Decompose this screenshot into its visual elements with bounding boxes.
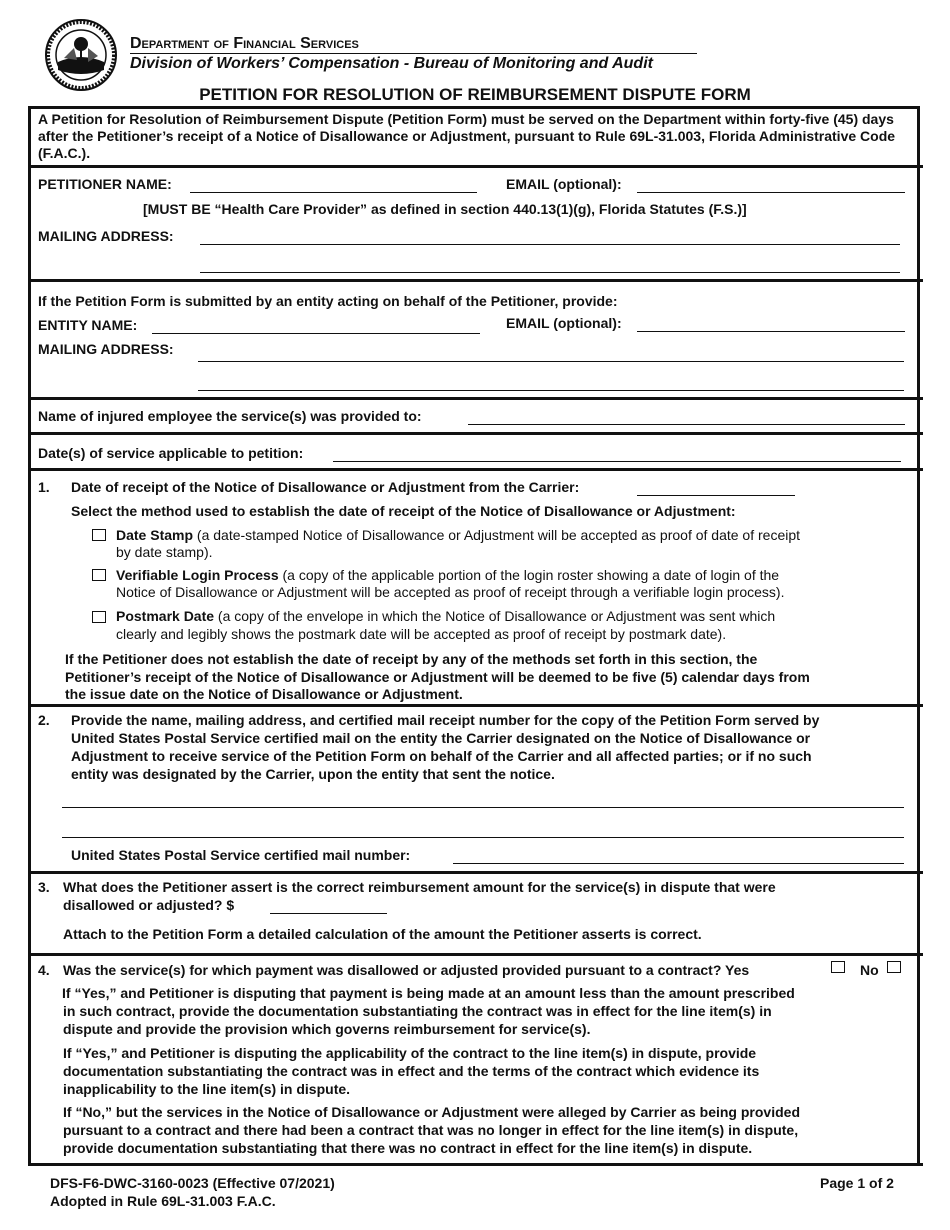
q4-yes-less-2: in such contract, provide the documentation substantiating the contract was in effect for the line item(s) in — [63, 1003, 772, 1019]
petitioner-address-label: MAILING ADDRESS: — [38, 228, 174, 244]
entity-address-field-1[interactable] — [198, 361, 904, 362]
petitioner-address-field-1[interactable] — [200, 244, 900, 245]
q2-line-1: Provide the name, mailing address, and certified mail receipt number for the copy of the Petition Form served by — [71, 712, 820, 728]
injured-employee-label: Name of injured employee the service(s) was provided to: — [38, 408, 422, 424]
q1-question: Date of receipt of the Notice of Disallowance or Adjustment from the Carrier: — [71, 479, 580, 495]
injured-employee-field[interactable] — [468, 424, 905, 425]
section-divider — [28, 468, 923, 471]
dates-of-service-field[interactable] — [333, 461, 901, 462]
certified-mail-field[interactable] — [453, 863, 904, 864]
q1-number: 1. — [38, 479, 50, 495]
q4-yes-less-3: dispute and provide the provision which governs reimbursement for service(s). — [63, 1021, 591, 1037]
postmark-date-checkbox[interactable] — [92, 611, 106, 623]
page-number: Page 1 of 2 — [820, 1175, 894, 1191]
certified-mail-label: United States Postal Service certified mail number: — [71, 847, 411, 863]
form-id: DFS-F6-DWC-3160-0023 (Effective 07/2021) — [50, 1175, 335, 1191]
verifiable-login-title: Verifiable Login Process — [116, 567, 279, 583]
section-divider — [28, 279, 923, 282]
petitioner-name-label: PETITIONER NAME: — [38, 176, 172, 192]
section-divider — [28, 165, 923, 168]
petitioner-email-field[interactable] — [637, 192, 905, 193]
q2-entry-field-2[interactable] — [62, 837, 904, 838]
postmark-date-desc: (a copy of the envelope in which the Notice of Disallowance or Adjustment was sent which — [214, 608, 776, 624]
entity-address-label: MAILING ADDRESS: — [38, 341, 174, 357]
q4-yes-applicability-1: If “Yes,” and Petitioner is disputing the applicability of the contract to the line item(s) in dispute, provide — [63, 1045, 757, 1061]
q4-no-1: If “No,” but the services in the Notice of Disallowance or Adjustment were alleged by Carrier as being provided — [63, 1104, 800, 1120]
q1-note-2: Petitioner’s receipt of the Notice of Disallowance or Adjustment will be deemed to be five (5) calendar days from — [65, 669, 810, 685]
form-title: PETITION FOR RESOLUTION OF REIMBURSEMENT DISPUTE FORM — [199, 85, 751, 104]
verifiable-login-desc-2: Notice of Disallowance or Adjustment will be accepted as proof of receipt through a verifiable login process). — [116, 584, 785, 600]
q1-note-3: the issue date on the Notice of Disallowance or Adjustment. — [65, 686, 463, 702]
intro-text: A Petition for Resolution of Reimbursement Dispute (Petition Form) must be served on the Department within forty-five (45) days after the Petitioner’s receipt of a Notice of Disallowance or Adjustment, pursuant to Rule 69L-31.003, Florida Administrative Code (F.A.C.). — [38, 111, 896, 161]
verifiable-login-checkbox[interactable] — [92, 569, 106, 581]
verifiable-login-option — [116, 567, 779, 584]
q2-number: 2. — [38, 712, 50, 728]
entity-address-field-2[interactable] — [198, 390, 904, 391]
postmark-date-option — [116, 608, 775, 625]
q4-question: Was the service(s) for which payment was disallowed or adjusted provided pursuant to a contract? Yes — [63, 962, 750, 978]
q2-entry-field-1[interactable] — [62, 807, 904, 808]
petitioner-name-field[interactable] — [190, 192, 477, 193]
q3-line-1: What does the Petitioner assert is the correct reimbursement amount for the service(s) in dispute that were — [63, 879, 776, 895]
department-name: Department of Financial Services — [130, 35, 359, 52]
date-stamp-desc-2: by date stamp). — [116, 544, 213, 560]
q2-line-4: entity was designated by the Carrier, upon the entity that sent the notice. — [71, 766, 555, 782]
q1-date-field[interactable] — [637, 495, 795, 496]
entity-email-field[interactable] — [637, 331, 905, 332]
contract-yes-checkbox[interactable] — [831, 961, 845, 973]
health-care-provider-note: [MUST BE “Health Care Provider” as defined in section 440.13(1)(g), Florida Statutes (F.S.)] — [143, 201, 747, 217]
q4-no-2: pursuant to a contract and there had been a contract that was no longer in effect for the line item(s) in dispute, — [63, 1122, 799, 1138]
q2-line-2: United States Postal Service certified mail on the entity the Carrier designated on the Notice of Disallowance or — [71, 730, 811, 746]
petitioner-email-label: EMAIL (optional): — [506, 176, 622, 192]
form-bottom-rule — [28, 1163, 923, 1166]
division-name: Division of Workers’ Compensation - Bureau of Monitoring and Audit — [130, 55, 653, 72]
date-stamp-desc: (a date-stamped Notice of Disallowance or Adjustment will be accepted as proof of date of receipt — [193, 527, 801, 543]
section-divider — [28, 953, 923, 956]
section-divider — [28, 432, 923, 435]
q3-number: 3. — [38, 879, 50, 895]
contract-no-label: No — [860, 962, 879, 978]
q3-line-2: disallowed or adjusted? $ — [63, 897, 235, 913]
q1-note-1: If the Petitioner does not establish the date of receipt by any of the methods set forth in this section, the — [65, 651, 758, 667]
section-divider — [28, 704, 923, 707]
section-divider — [28, 871, 923, 874]
petitioner-address-field-2[interactable] — [200, 272, 900, 273]
section-divider — [28, 397, 923, 400]
florida-seal-logo — [44, 18, 118, 92]
date-stamp-checkbox[interactable] — [92, 529, 106, 541]
q4-no-3: provide documentation substantiating that there was no contract in effect for the line item(s) in dispute. — [63, 1140, 753, 1156]
postmark-date-desc-2: clearly and legibly shows the postmark date will be accepted as proof of receipt by postmark date). — [116, 626, 727, 642]
verifiable-login-desc: (a copy of the applicable portion of the login roster showing a date of login of the — [278, 567, 780, 583]
entity-name-label: ENTITY NAME: — [38, 317, 138, 333]
entity-email-label: EMAIL (optional): — [506, 315, 622, 331]
adopted-rule: Adopted in Rule 69L-31.003 F.A.C. — [50, 1193, 276, 1209]
q4-number: 4. — [38, 962, 50, 978]
entity-name-field[interactable] — [152, 333, 480, 334]
q4-yes-applicability-2: documentation substantiating the contract was in effect and the terms of the contract which evidence its — [63, 1063, 760, 1079]
date-stamp-option — [116, 527, 800, 544]
date-stamp-title: Date Stamp — [116, 527, 194, 543]
contract-no-checkbox[interactable] — [887, 961, 901, 973]
q3-attach-note: Attach to the Petition Form a detailed calculation of the amount the Petitioner asserts is correct. — [63, 926, 702, 942]
entity-intro: If the Petition Form is submitted by an entity acting on behalf of the Petitioner, provide: — [38, 293, 618, 309]
q4-yes-less-1: If “Yes,” and Petitioner is disputing that payment is being made at an amount less than the amount prescribed — [62, 985, 795, 1001]
q3-amount-field[interactable] — [270, 913, 387, 914]
q1-select-method: Select the method used to establish the date of receipt of the Notice of Disallowance or Adjustment: — [71, 503, 736, 519]
q4-yes-applicability-3: inapplicability to the line item(s) in dispute. — [63, 1081, 351, 1097]
dates-of-service-label: Date(s) of service applicable to petition: — [38, 445, 304, 461]
header-rule — [130, 53, 697, 54]
postmark-date-title: Postmark Date — [116, 608, 215, 624]
q2-line-3: Adjustment to receive service of the Petition Form on behalf of the Carrier and all affected parties; or if no such — [71, 748, 812, 764]
